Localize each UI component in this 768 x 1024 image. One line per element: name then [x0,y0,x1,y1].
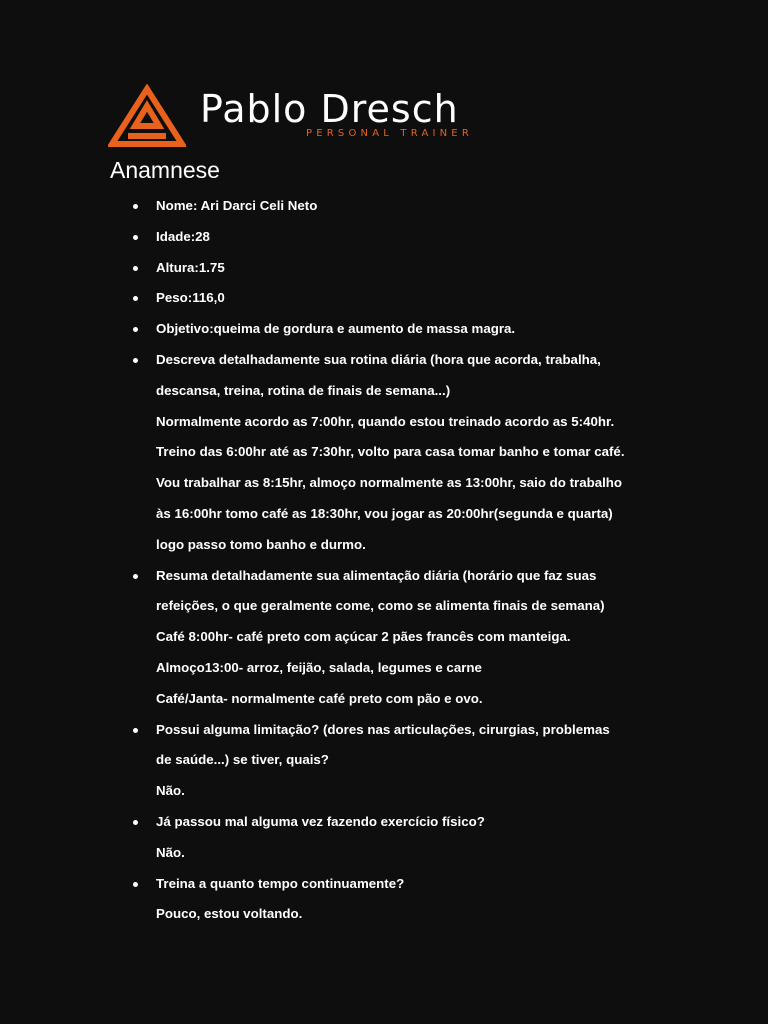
line-text: às 16:00hr tomo café as 18:30hr, vou jogar as 20:00hr(segunda e quarta) [156,505,613,521]
line-text: de saúde...) se tiver, quais? [156,752,329,768]
line-text: Objetivo:queima de gordura e aumento de massa magra. [156,321,516,337]
list-item-continuation [156,407,716,438]
line-text: Resuma detalhadamente sua alimentação diária (horário que faz suas [156,567,597,583]
list-item [156,314,716,345]
list-item-continuation [156,622,716,653]
list-item-continuation [156,376,716,407]
line-text: logo passo tomo banho e durmo. [156,536,366,552]
bullet-icon [133,235,138,240]
list-item [156,561,716,592]
list-item-continuation [156,745,716,776]
line-text: Não. [156,783,185,799]
list-item-continuation [156,468,716,499]
line-text: Café/Janta- normalmente café preto com pão e ovo. [156,690,483,706]
line-text: Pouco, estou voltando. [156,906,303,922]
line-text: Possui alguma limitação? (dores nas articulações, cirurgias, problemas [156,721,610,737]
brand-header [108,84,588,150]
bullet-icon [133,820,138,825]
line-text: Já passou mal alguma vez fazendo exercício físico? [156,813,485,829]
list-item [156,283,716,314]
bullet-icon [133,296,138,301]
line-text: Normalmente acordo as 7:00hr, quando estou treinado acordo as 5:40hr. [156,413,615,429]
list-item [156,222,716,253]
anamnese-list [156,191,716,930]
list-item [156,807,716,838]
list-item-continuation [156,591,716,622]
list-item-continuation [156,499,716,530]
list-item [156,191,716,222]
list-item [156,253,716,284]
line-text: Café 8:00hr- café preto com açúcar 2 pães francês com manteiga. [156,629,571,645]
line-text: Descreva detalhadamente sua rotina diária (hora que acorda, trabalha, [156,351,601,367]
bullet-icon [133,204,138,209]
line-text: Vou trabalhar as 8:15hr, almoço normalmente as 13:00hr, saio do trabalho [156,475,623,491]
bullet-icon [133,728,138,733]
list-item-continuation [156,530,716,561]
triangle-logo-icon [108,84,186,148]
brand-name: Pablo Dresch [200,87,459,131]
page-title: Anamnese [110,157,220,183]
line-text: Nome: Ari Darci Celi Neto [156,198,318,213]
line-text: Peso:116,0 [156,290,225,306]
line-text: refeições, o que geralmente come, como se alimenta finais de semana) [156,598,605,614]
list-item-continuation [156,437,716,468]
bullet-icon [133,327,138,332]
line-text: Não. [156,844,185,860]
line-text: descansa, treina, rotina de finais de semana...) [156,382,451,398]
bullet-icon [133,882,138,887]
list-item-continuation [156,899,716,930]
list-item-continuation [156,838,716,869]
list-item-continuation [156,776,716,807]
brand-subtitle: PERSONAL TRAINER [306,128,473,139]
bullet-icon [133,358,138,363]
list-item [156,869,716,900]
line-text: Treina a quanto tempo continuamente? [156,875,405,891]
bullet-icon [133,574,138,579]
list-item-continuation [156,653,716,684]
bullet-icon [133,266,138,271]
list-item-continuation [156,684,716,715]
list-item [156,345,716,376]
line-text: Almoço13:00- arroz, feijão, salada, legumes e carne [156,659,482,675]
line-text: Altura:1.75 [156,259,225,275]
line-text: Treino das 6:00hr até as 7:30hr, volto para casa tomar banho e tomar café. [156,444,625,460]
list-item [156,715,716,746]
line-text: Idade:28 [156,228,210,244]
